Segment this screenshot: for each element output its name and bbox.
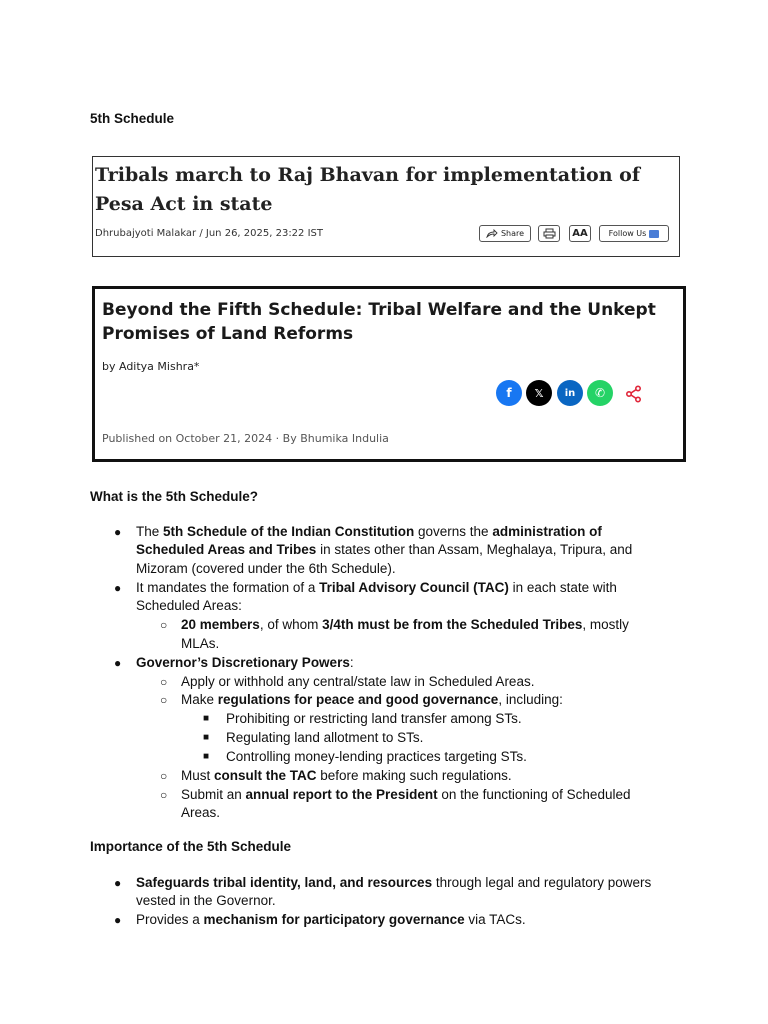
font-size-button[interactable]: AA <box>569 225 591 242</box>
sub-list-item: Apply or withhold any central/state law in Scheduled Areas. <box>181 674 535 689</box>
share-button[interactable] <box>479 225 531 242</box>
print-icon <box>543 228 556 239</box>
linkedin-icon[interactable]: in <box>557 380 583 406</box>
article-clipping-card <box>92 286 686 462</box>
list-item-cont: vested in the Governor. <box>136 893 276 908</box>
list-item: The 5th Schedule of the Indian Constitution governs the administration of <box>136 524 602 539</box>
x-icon[interactable]: 𝕏 <box>526 380 552 406</box>
sub-bullet-circle: ○ <box>160 788 168 802</box>
sub-sub-list-item: Prohibiting or restricting land transfer among STs. <box>226 711 522 726</box>
bullet-dot: ● <box>114 525 122 539</box>
sub-sub-bullet-square: ■ <box>203 732 210 743</box>
article-title: Beyond the Fifth Schedule: Tribal Welfare and the Unkept Promises of Land Reforms <box>102 300 656 344</box>
sub-sub-bullet-square: ■ <box>203 751 210 762</box>
sub-bullet-circle: ○ <box>160 693 168 707</box>
follow-us-button[interactable] <box>599 225 669 242</box>
list-item: Provides a mechanism for participatory governance via TACs. <box>136 912 526 927</box>
whatsapp-icon[interactable]: ✆ <box>587 380 613 406</box>
sub-bullet-circle: ○ <box>160 675 168 689</box>
print-button[interactable] <box>538 225 560 242</box>
list-item: Safeguards tribal identity, land, and resources through legal and regulatory powers <box>136 875 652 890</box>
article-published-date: Published on October 21, 2024 · By Bhumika Indulia <box>102 432 389 445</box>
list-item-cont: Scheduled Areas and Tribes in states other than Assam, Meghalaya, Tripura, and <box>136 542 633 557</box>
article-byline: by Aditya Mishra* <box>102 360 200 373</box>
google-news-icon <box>649 230 659 238</box>
list-item: It mandates the formation of a Tribal Advisory Council (TAC) in each state with <box>136 580 617 595</box>
sub-bullet-circle: ○ <box>160 769 168 783</box>
section-heading-5th-schedule: 5th Schedule <box>90 111 175 126</box>
sub-list-item: 20 members, of whom 3/4th must be from the Scheduled Tribes, mostly <box>181 617 629 632</box>
sub-list-item: Must consult the TAC before making such regulations. <box>181 768 512 783</box>
bullet-dot: ● <box>114 656 122 670</box>
bullet-dot: ● <box>114 581 122 595</box>
bullet-dot: ● <box>114 876 122 890</box>
list-item-cont: Mizoram (covered under the 6th Schedule). <box>136 561 396 576</box>
list-item: Governor’s Discretionary Powers: <box>136 655 354 670</box>
bullet-dot: ● <box>114 913 122 927</box>
share-label: Share <box>500 229 525 238</box>
sub-sub-bullet-square: ■ <box>203 713 210 724</box>
news-clipping-card <box>92 156 680 257</box>
sub-bullet-circle: ○ <box>160 618 168 632</box>
list-item-cont: Scheduled Areas: <box>136 598 242 613</box>
sub-sub-list-item: Controlling money-lending practices targeting STs. <box>226 749 527 764</box>
sub-list-item: Submit an annual report to the President on the functioning of Scheduled <box>181 787 631 802</box>
share-arrow-icon <box>486 229 498 238</box>
sub-sub-list-item: Regulating land allotment to STs. <box>226 730 424 745</box>
sub-list-item: Make regulations for peace and good governance, including: <box>181 692 563 707</box>
facebook-icon[interactable]: f <box>496 380 522 406</box>
importance-heading: Importance of the 5th Schedule <box>90 839 292 854</box>
news-headline: Tribals march to Raj Bhavan for implementation of Pesa Act in state <box>95 164 641 215</box>
news-byline: Dhrubajyoti Malakar / Jun 26, 2025, 23:22 IST <box>95 228 323 239</box>
sub-list-item-cont: MLAs. <box>181 636 220 651</box>
share-icon[interactable] <box>625 385 643 403</box>
what-is-heading: What is the 5th Schedule? <box>90 489 259 504</box>
sub-list-item-cont: Areas. <box>181 805 221 820</box>
follow-us-label: Follow Us <box>608 229 647 238</box>
